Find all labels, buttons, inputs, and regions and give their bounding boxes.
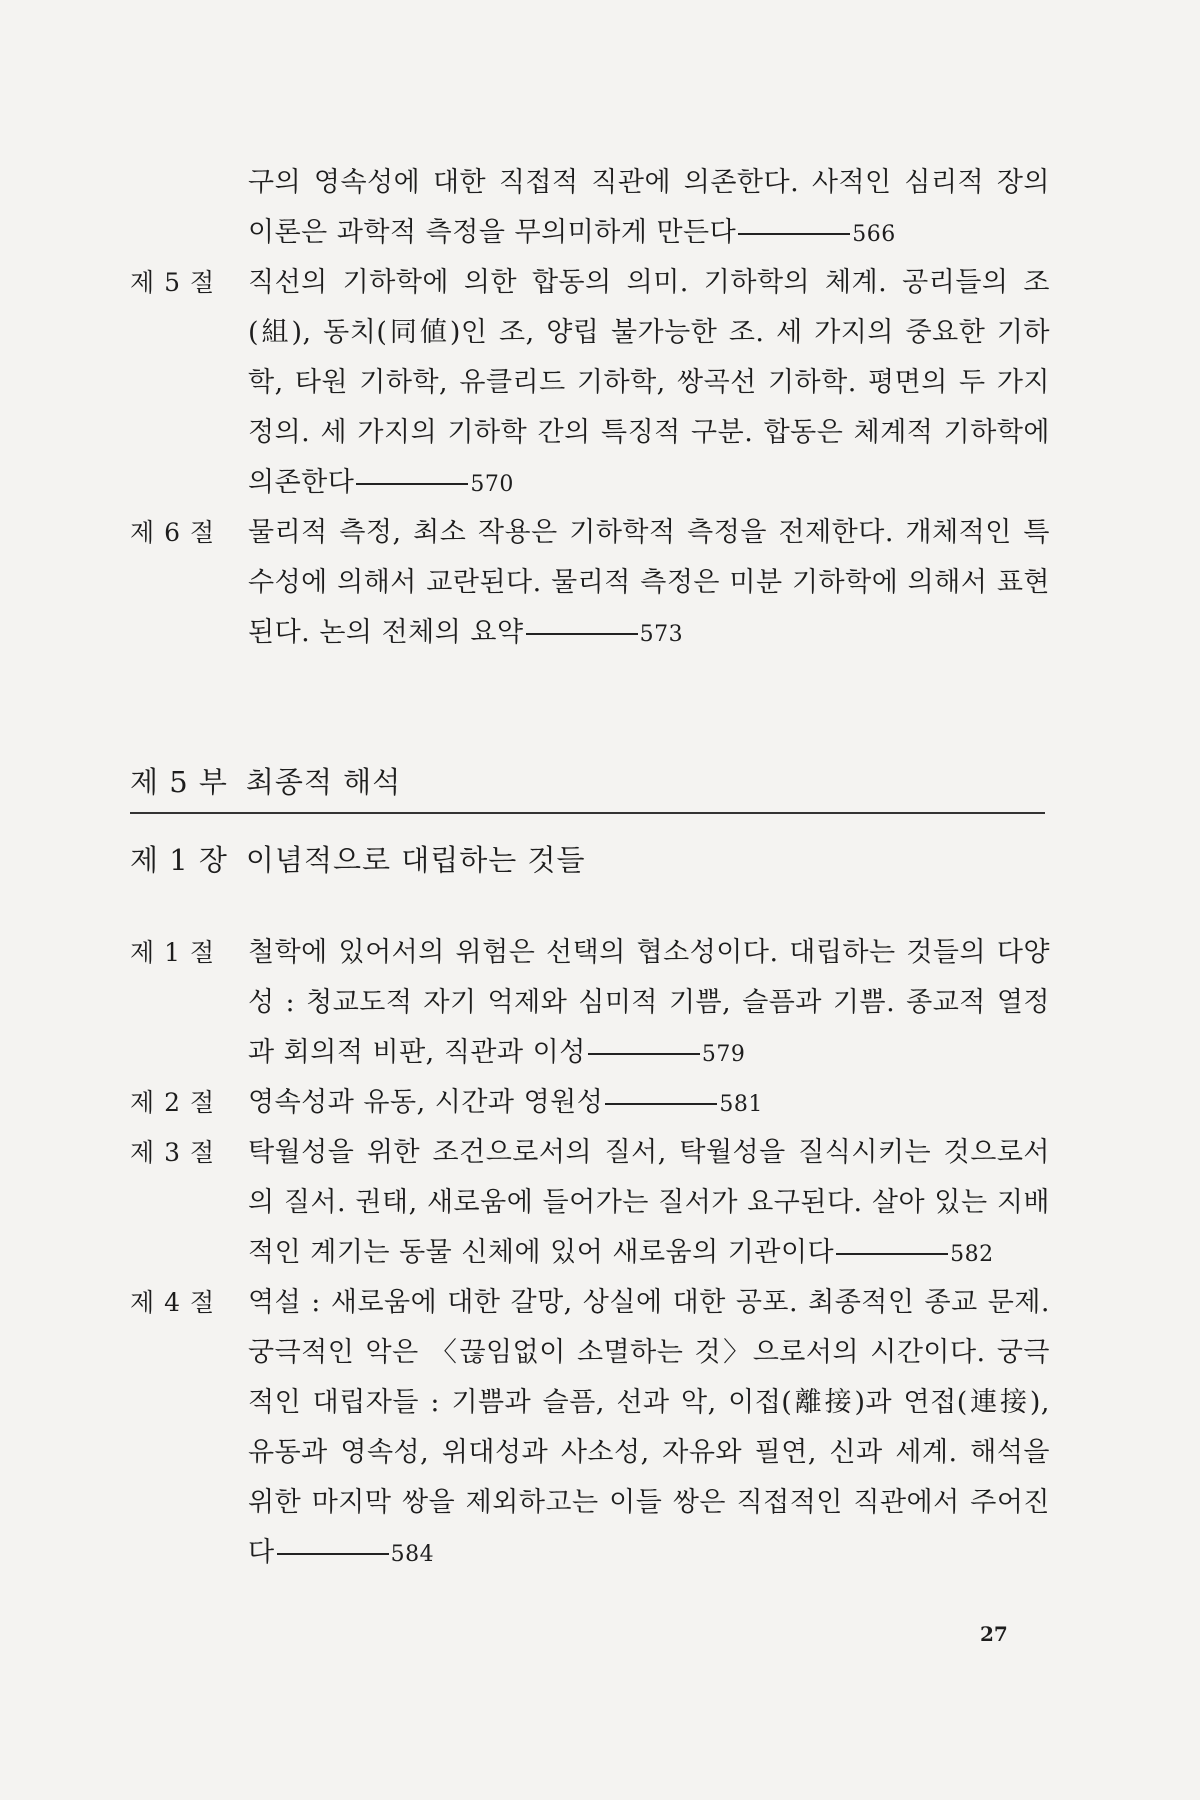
- chapter-title: 이념적으로 대립하는 것들: [245, 843, 586, 877]
- entry-description: 직선의 기하학에 의한 합동의 의미. 기하학의 체계. 공리들의 조(組), 동치(同値)인 조, 양립 불가능한 조. 세 가지의 중요한 기하학, 타원 기하학, 유클리드 기하학, 쌍곡선 기하학. 평면의 두 가지 정의. 세 가지의 기하학 간의 특징적 구분. 합동은 체계적 기하학에 의존한다: [248, 267, 1050, 498]
- leader: [586, 1037, 746, 1068]
- entry-description: 영속성과 유동, 시간과 영원성: [248, 1087, 604, 1118]
- toc-entry: [130, 508, 1050, 660]
- section-label: 제 5 절: [130, 268, 216, 297]
- entry-description: 탁월성을 위한 조건으로서의 질서, 탁월성을 질식시키는 것으로서의 질서. 권태, 새로움에 들어가는 질서가 요구된다. 살아 있는 지배적인 계기는 동물 신체에 있어 새로움의 기관이다: [248, 1137, 1050, 1268]
- leader-line: [588, 1053, 700, 1055]
- page-reference: 579: [701, 1042, 746, 1067]
- leader-line: [356, 483, 468, 485]
- part-heading: [130, 760, 401, 801]
- section-label: 제 6 절: [130, 518, 216, 547]
- section-label: 제 2 절: [130, 1088, 216, 1117]
- leader: [275, 1537, 435, 1568]
- leader-line: [526, 633, 638, 635]
- leader-line: [277, 1553, 389, 1555]
- continuation-entry: [130, 158, 1050, 260]
- toc-entry: [130, 928, 1050, 1080]
- leader-line: [605, 1103, 717, 1105]
- toc-entry: [130, 1278, 1050, 1580]
- entry-text: [248, 1278, 1050, 1580]
- page-reference: 581: [719, 1092, 763, 1117]
- entry-text: [248, 158, 1050, 260]
- page-reference: 584: [390, 1542, 435, 1567]
- part-title: 최종적 해석: [245, 765, 402, 799]
- divider: [130, 812, 1045, 814]
- leader-line: [738, 233, 850, 235]
- entry-description: 역설 : 새로움에 대한 갈망, 상실에 대한 공포. 최종적인 종교 문제. 궁극적인 악은 〈끊임없이 소멸하는 것〉으로서의 시간이다. 궁극적인 대립자들 : 기쁨과 슬픔, 선과 악, 이접(離接)과 연접(連接), 유동과 영속성, 위대성과 사소성, 자유와 필연, 신과 세계. 해석을 위한 마지막 쌍을 제외하고는 이들 쌍은 직접적인 직관에서 주어진다: [248, 1287, 1050, 1568]
- section-label: 제 3 절: [130, 1138, 216, 1167]
- page-number: 27: [980, 1622, 1008, 1646]
- entry-text: [248, 258, 1050, 510]
- entry-text: [248, 1128, 1050, 1280]
- leader: [603, 1087, 763, 1118]
- part-label: 제 5 부: [130, 765, 228, 799]
- toc-entry: [130, 1128, 1050, 1280]
- entry-text: [248, 1078, 1050, 1130]
- leader: [834, 1237, 994, 1268]
- toc-entry: [130, 1078, 1050, 1130]
- page-reference: 582: [950, 1242, 994, 1267]
- chapter-label: 제 1 장: [130, 843, 228, 877]
- leader: [736, 217, 896, 248]
- leader-line: [836, 1253, 948, 1255]
- entry-description: 물리적 측정, 최소 작용은 기하학적 측정을 전제한다. 개체적인 특수성에 의해서 교란된다. 물리적 측정은 미분 기하학에 의해서 표현된다. 논의 전체의 요약: [248, 517, 1050, 648]
- section-label: 제 1 절: [130, 938, 216, 967]
- page-reference: 566: [852, 222, 896, 247]
- toc-entry: [130, 258, 1050, 510]
- page-reference: 570: [470, 472, 514, 497]
- chapter-heading: [130, 838, 586, 879]
- page-reference: 573: [639, 622, 684, 647]
- entry-description: 철학에 있어서의 위험은 선택의 협소성이다. 대립하는 것들의 다양성 : 청교도적 자기 억제와 심미적 기쁨, 슬픔과 기쁨. 종교적 열정과 회의적 비판, 직관과 이성: [248, 937, 1050, 1068]
- leader: [354, 467, 514, 498]
- entry-text: [248, 508, 1050, 660]
- entry-text: [248, 928, 1050, 1080]
- leader: [524, 617, 684, 648]
- section-label: 제 4 절: [130, 1288, 216, 1317]
- entry-description: 구의 영속성에 대한 직접적 직관에 의존한다. 사적인 심리적 장의 이론은 과학적 측정을 무의미하게 만든다: [248, 167, 1050, 248]
